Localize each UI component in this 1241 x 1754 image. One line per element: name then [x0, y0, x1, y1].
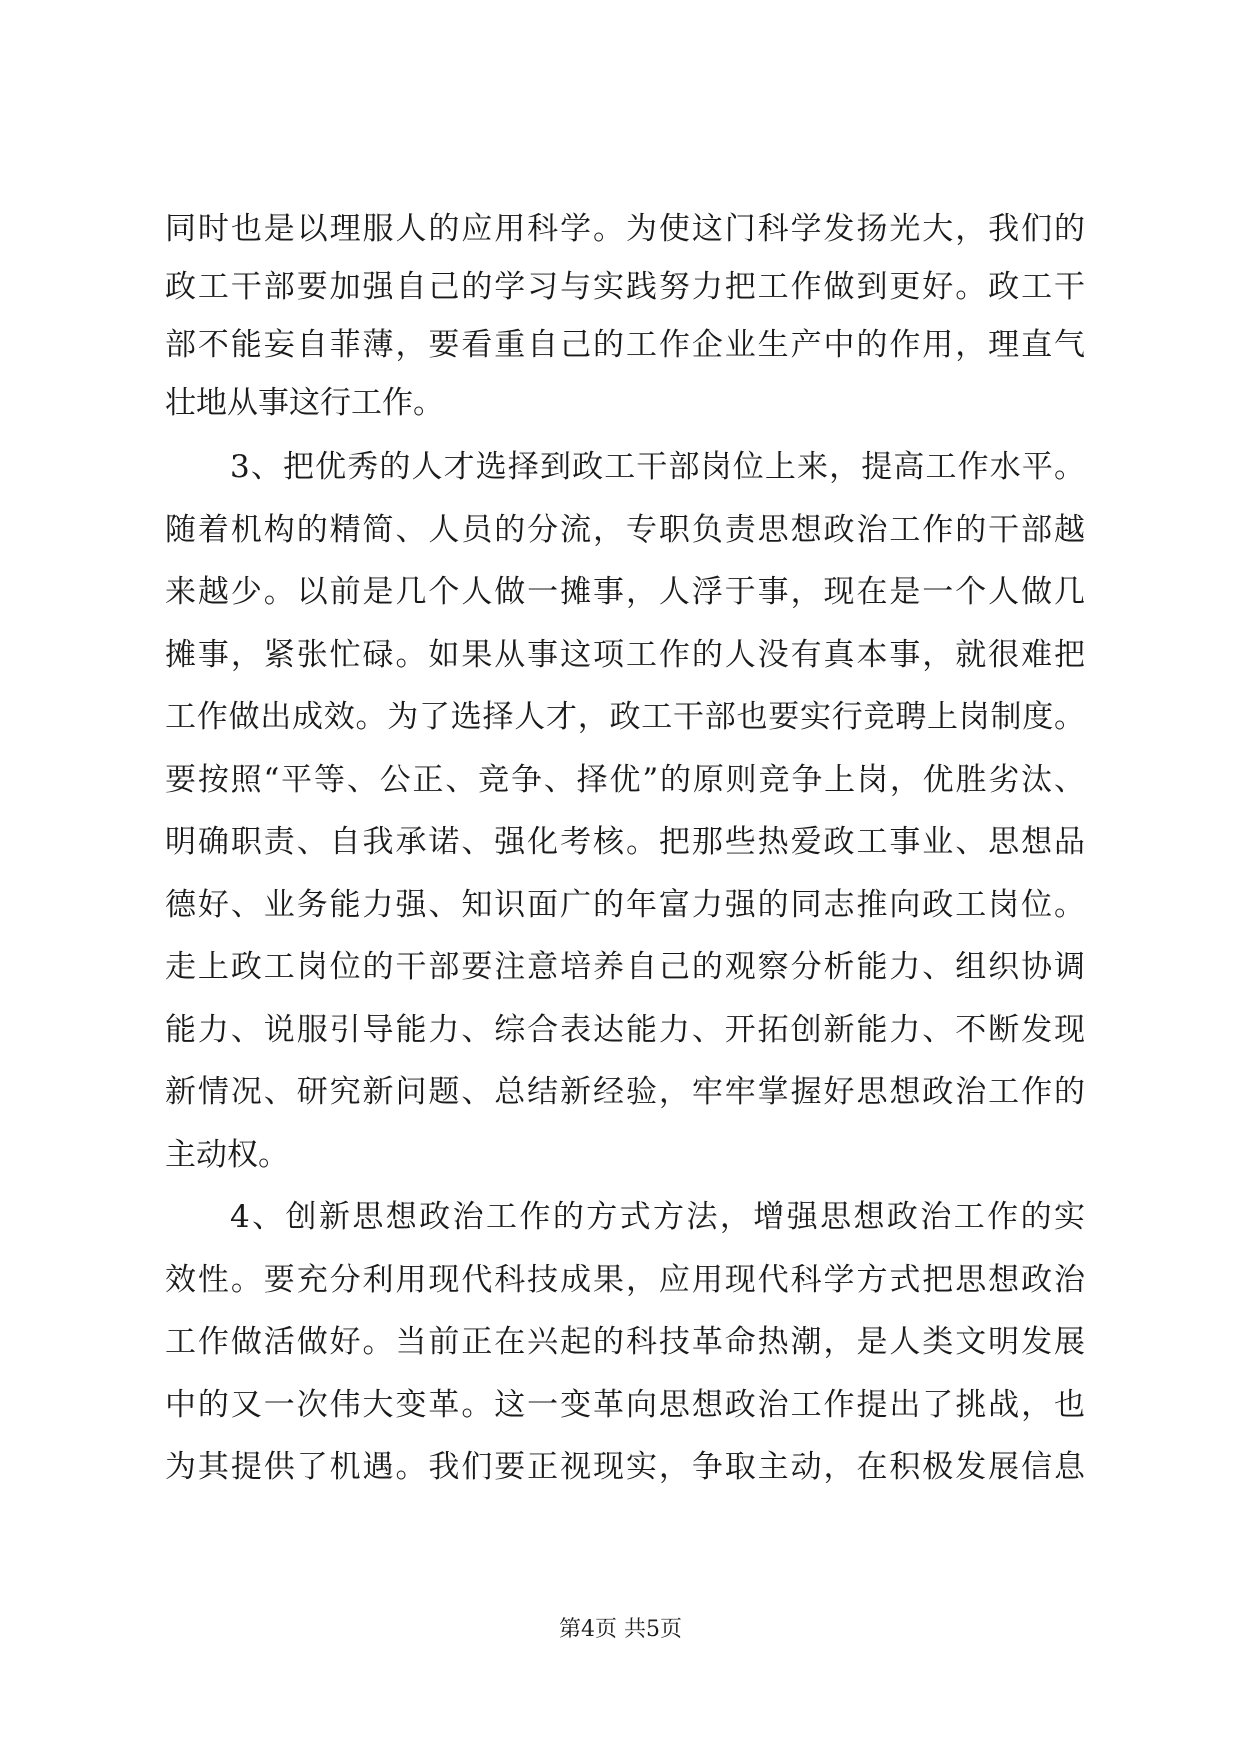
body-text-line: 摊事，紧张忙碌。如果从事这项工作的人没有真本事，就很难把 [165, 637, 1085, 673]
paragraph-start-line: 3、把优秀的人才选择到政工干部岗位上来，提高工作水平。 [230, 449, 1085, 485]
body-text-line: 能力、说服引导能力、综合表达能力、开拓创新能力、不断发现 [165, 1012, 1085, 1048]
body-text-line: 随着机构的精简、人员的分流，专职负责思想政治工作的干部越 [165, 512, 1085, 548]
paragraph-start-line: 4、创新思想政治工作的方式方法，增强思想政治工作的实 [230, 1199, 1085, 1235]
body-text-line: 明确职责、自我承诺、强化考核。把那些热爱政工事业、思想品 [165, 824, 1085, 860]
body-text-line: 政工干部要加强自己的学习与实践努力把工作做到更好。政工干 [165, 269, 1085, 305]
page-number-footer: 第4页 共5页 [559, 1617, 682, 1642]
body-text-line: 为其提供了机遇。我们要正视现实，争取主动，在积极发展信息 [165, 1449, 1085, 1485]
body-text-line: 新情况、研究新问题、总结新经验，牢牢掌握好思想政治工作的 [165, 1074, 1085, 1110]
body-text-line: 效性。要充分利用现代科技成果，应用现代科学方式把思想政治 [165, 1262, 1085, 1298]
body-text-line: 德好、业务能力强、知识面广的年富力强的同志推向政工岗位。 [165, 887, 1085, 923]
body-text-line: 部不能妄自菲薄，要看重自己的工作企业生产中的作用，理直气 [165, 327, 1085, 363]
body-text-line: 来越少。以前是几个人做一摊事，人浮于事，现在是一个人做几 [165, 574, 1085, 610]
body-text-line: 同时也是以理服人的应用科学。为使这门科学发扬光大，我们的 [165, 211, 1085, 247]
body-text-line: 壮地从事这行工作。 [165, 385, 444, 421]
body-text-line: 中的又一次伟大变革。这一变革向思想政治工作提出了挑战，也 [165, 1387, 1085, 1423]
body-text-line: 走上政工岗位的干部要注意培养自己的观察分析能力、组织协调 [165, 949, 1085, 985]
body-text-line: 工作做出成效。为了选择人才，政工干部也要实行竞聘上岗制度。 [165, 699, 1085, 735]
body-text-line: 工作做活做好。当前正在兴起的科技革命热潮，是人类文明发展 [165, 1324, 1085, 1360]
body-text-line: 主动权。 [165, 1137, 289, 1173]
body-text-line: 要按照“平等、公正、竞争、择优”的原则竞争上岗，优胜劣汰、 [165, 762, 1085, 798]
